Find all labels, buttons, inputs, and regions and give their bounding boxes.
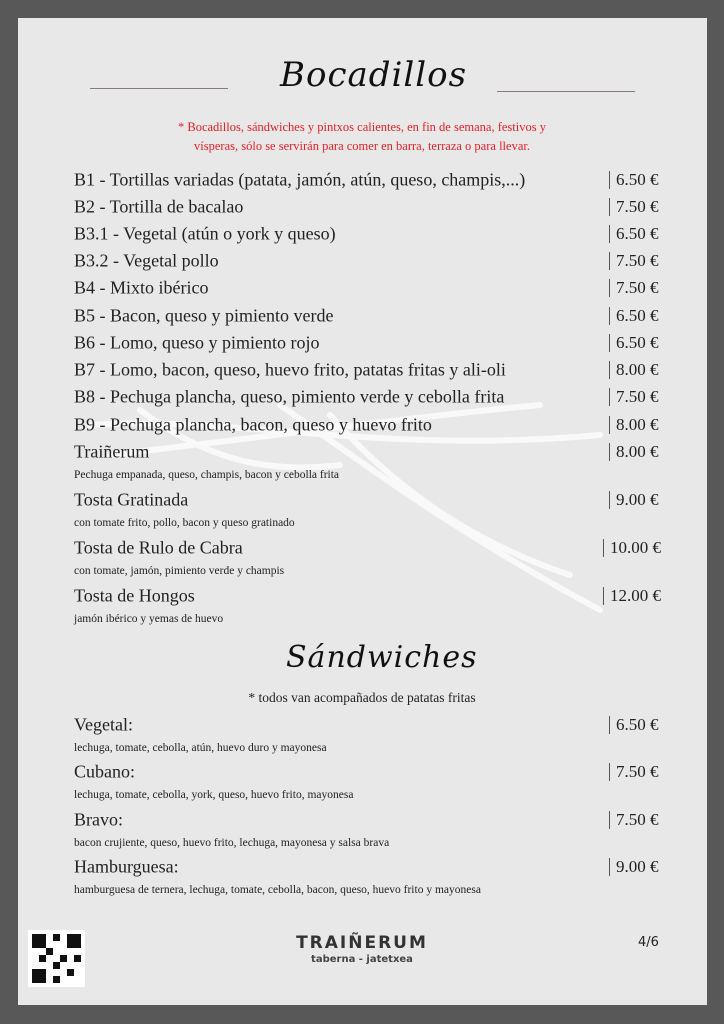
menu-item-name: Tosta de Rulo de Cabra <box>74 537 243 558</box>
menu-item-price: 9.00 € <box>609 858 659 876</box>
title-rule-right <box>497 91 635 92</box>
menu-item-price: 6.50 € <box>609 171 659 189</box>
menu-item-description: jamón ibérico y yemas de huevo <box>74 613 224 625</box>
menu-item-price: 6.50 € <box>609 225 659 243</box>
sandwiches-note: * todos van acompañados de patatas fritas <box>248 690 476 705</box>
brand-tagline: taberna - jatetxea <box>311 954 413 965</box>
menu-item-description: hamburguesa de ternera, lechuga, tomate, cebolla, bacon, queso, huevo frito y mayonesa <box>74 884 481 896</box>
menu-item-name: Tosta Gratinada <box>74 489 189 510</box>
menu-item-price: 7.50 € <box>609 811 659 829</box>
menu-item-name: Vegetal: <box>74 714 133 735</box>
menu-item-name: B4 - Mixto ibérico <box>74 277 209 298</box>
page-number: 4/6 <box>638 935 659 950</box>
menu-item-name: Tosta de Hongos <box>74 585 195 606</box>
menu-item-description: lechuga, tomate, cebolla, york, queso, huevo frito, mayonesa <box>74 789 354 801</box>
menu-item-name: B7 - Lomo, bacon, queso, huevo frito, patatas fritas y ali-oli <box>74 359 506 380</box>
menu-item-name: Hamburguesa: <box>74 856 179 877</box>
section-title-sandwiches: Sándwiches <box>286 640 478 675</box>
menu-item-price: 7.50 € <box>609 198 659 216</box>
menu-item-name: B3.1 - Vegetal (atún o york y queso) <box>74 223 336 244</box>
menu-item-name: Traiñerum <box>74 441 150 462</box>
menu-item-price: 12.00 € <box>603 587 661 605</box>
menu-item-price: 6.50 € <box>609 716 659 734</box>
menu-item-name: B5 - Bacon, queso y pimiento verde <box>74 305 334 326</box>
menu-item-price: 6.50 € <box>609 334 659 352</box>
bocadillos-note-line1: * Bocadillos, sándwiches y pintxos calientes, en fin de semana, festivos y <box>178 120 546 134</box>
section-title-bocadillos: Bocadillos <box>280 55 468 95</box>
menu-item-name: B3.2 - Vegetal pollo <box>74 250 219 271</box>
qr-code-icon[interactable] <box>28 930 85 987</box>
menu-item-name: B9 - Pechuga plancha, bacon, queso y huevo frito <box>74 414 432 435</box>
brand-logo: TRAIÑERUM <box>296 933 428 953</box>
menu-item-name: B1 - Tortillas variadas (patata, jamón, atún, queso, champis,...) <box>74 169 526 190</box>
bocadillos-note-line2: vísperas, sólo se servirán para comer en barra, terraza o para llevar. <box>194 139 530 153</box>
menu-item-price: 8.00 € <box>609 361 659 379</box>
menu-item-price: 7.50 € <box>609 763 659 781</box>
menu-item-description: con tomate, jamón, pimiento verde y champis <box>74 565 285 577</box>
menu-item-name: Cubano: <box>74 761 135 782</box>
menu-item-description: bacon crujiente, queso, huevo frito, lechuga, mayonesa y salsa brava <box>74 837 390 849</box>
menu-item-price: 7.50 € <box>609 252 659 270</box>
menu-item-price: 10.00 € <box>603 539 661 557</box>
menu-item-name: B6 - Lomo, queso y pimiento rojo <box>74 332 320 353</box>
menu-item-name: Bravo: <box>74 809 123 830</box>
menu-item-price: 9.00 € <box>609 491 659 509</box>
menu-item-description: Pechuga empanada, queso, champis, bacon y cebolla frita <box>74 469 340 481</box>
menu-item-price: 8.00 € <box>609 443 659 461</box>
menu-item-price: 7.50 € <box>609 388 659 406</box>
menu-item-description: con tomate frito, pollo, bacon y queso gratinado <box>74 517 295 529</box>
menu-item-description: lechuga, tomate, cebolla, atún, huevo duro y mayonesa <box>74 742 327 754</box>
menu-item-price: 6.50 € <box>609 307 659 325</box>
title-rule-left <box>90 88 228 89</box>
menu-item-price: 7.50 € <box>609 279 659 297</box>
menu-item-name: B2 - Tortilla de bacalao <box>74 196 244 217</box>
menu-item-price: 8.00 € <box>609 416 659 434</box>
menu-item-name: B8 - Pechuga plancha, queso, pimiento verde y cebolla frita <box>74 386 505 407</box>
